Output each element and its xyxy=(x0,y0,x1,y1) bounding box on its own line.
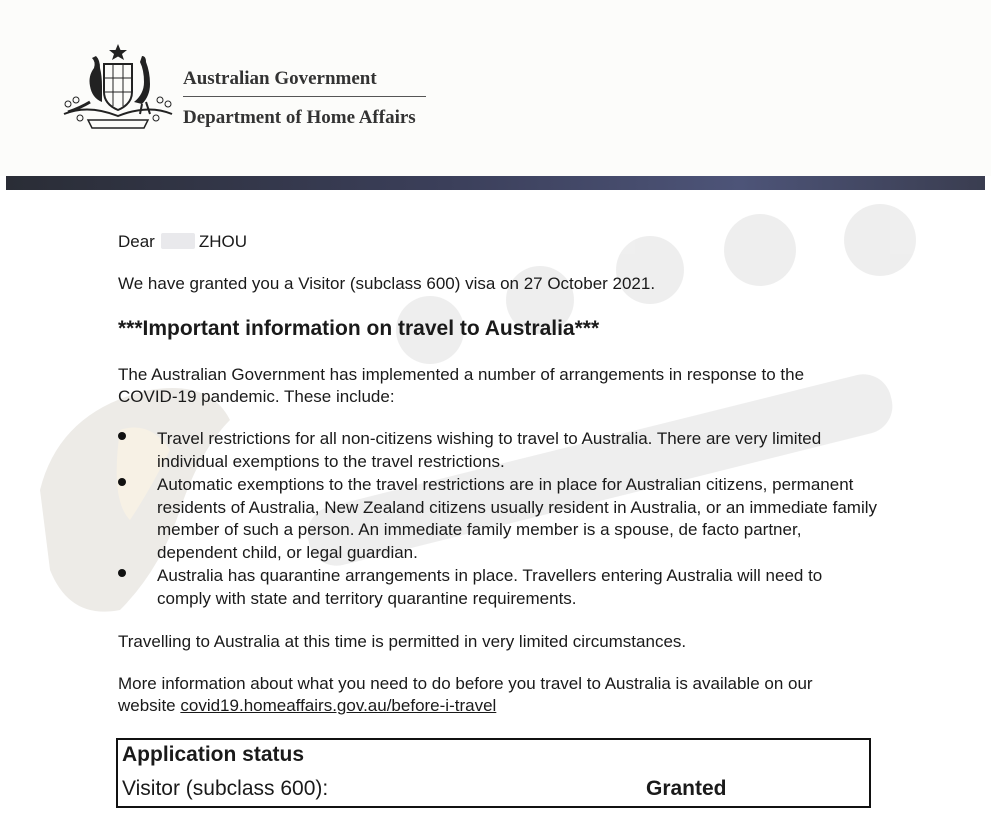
header-band xyxy=(6,176,985,190)
website-link[interactable]: covid19.homeaffairs.gov.au/before-i-travel xyxy=(180,696,497,715)
recipient-surname: ZHOU xyxy=(198,232,248,251)
list-item: Automatic exemptions to the travel restrictions are in place for Australian citizens, permanent residents of Australia, New Zealand citizens usually resident in Australia, or an immediate family member of such a person. An immediate family member is a spouse, de facto partner, dependent child, or legal guardian. xyxy=(118,474,878,564)
bullet-icon xyxy=(118,478,126,486)
list-item: Travel restrictions for all non-citizens wishing to travel to Australia. There are very limited individual exemptions to the travel restrictions. xyxy=(118,428,878,473)
salutation-prefix: Dear xyxy=(118,232,155,251)
letterhead xyxy=(0,0,991,176)
restrictions-list xyxy=(118,428,878,611)
important-heading: ***Important information on travel to Australia*** xyxy=(118,317,600,340)
bullet-icon xyxy=(118,432,126,440)
more-info-text: More information about what you need to do before you travel to Australia is available on our website xyxy=(118,674,813,715)
salutation xyxy=(118,231,878,253)
government-name: Australian Government xyxy=(183,68,377,89)
status-title: Application status xyxy=(122,743,305,766)
application-status-box xyxy=(116,738,871,808)
department-name: Department of Home Affairs xyxy=(183,107,416,128)
bullet-icon xyxy=(118,569,126,577)
redacted-given-name xyxy=(161,233,195,249)
more-info-paragraph xyxy=(118,673,873,717)
header-divider xyxy=(183,96,426,97)
limited-circumstances: Travelling to Australia at this time is permitted in very limited circumstances. xyxy=(118,632,687,651)
visa-status-value: Granted xyxy=(646,777,727,800)
grant-sentence: We have granted you a Visitor (subclass 600) visa on 27 October 2021. xyxy=(118,274,656,293)
visa-label: Visitor (subclass 600): xyxy=(122,777,329,800)
intro-paragraph: The Australian Government has implemented a number of arrangements in response to the COVID-19 pandemic. These include: xyxy=(118,365,805,406)
coat-of-arms-icon xyxy=(58,42,178,130)
list-item: Australia has quarantine arrangements in place. Travellers entering Australia will need to comply with state and territory quarantine requirements. xyxy=(118,565,878,610)
